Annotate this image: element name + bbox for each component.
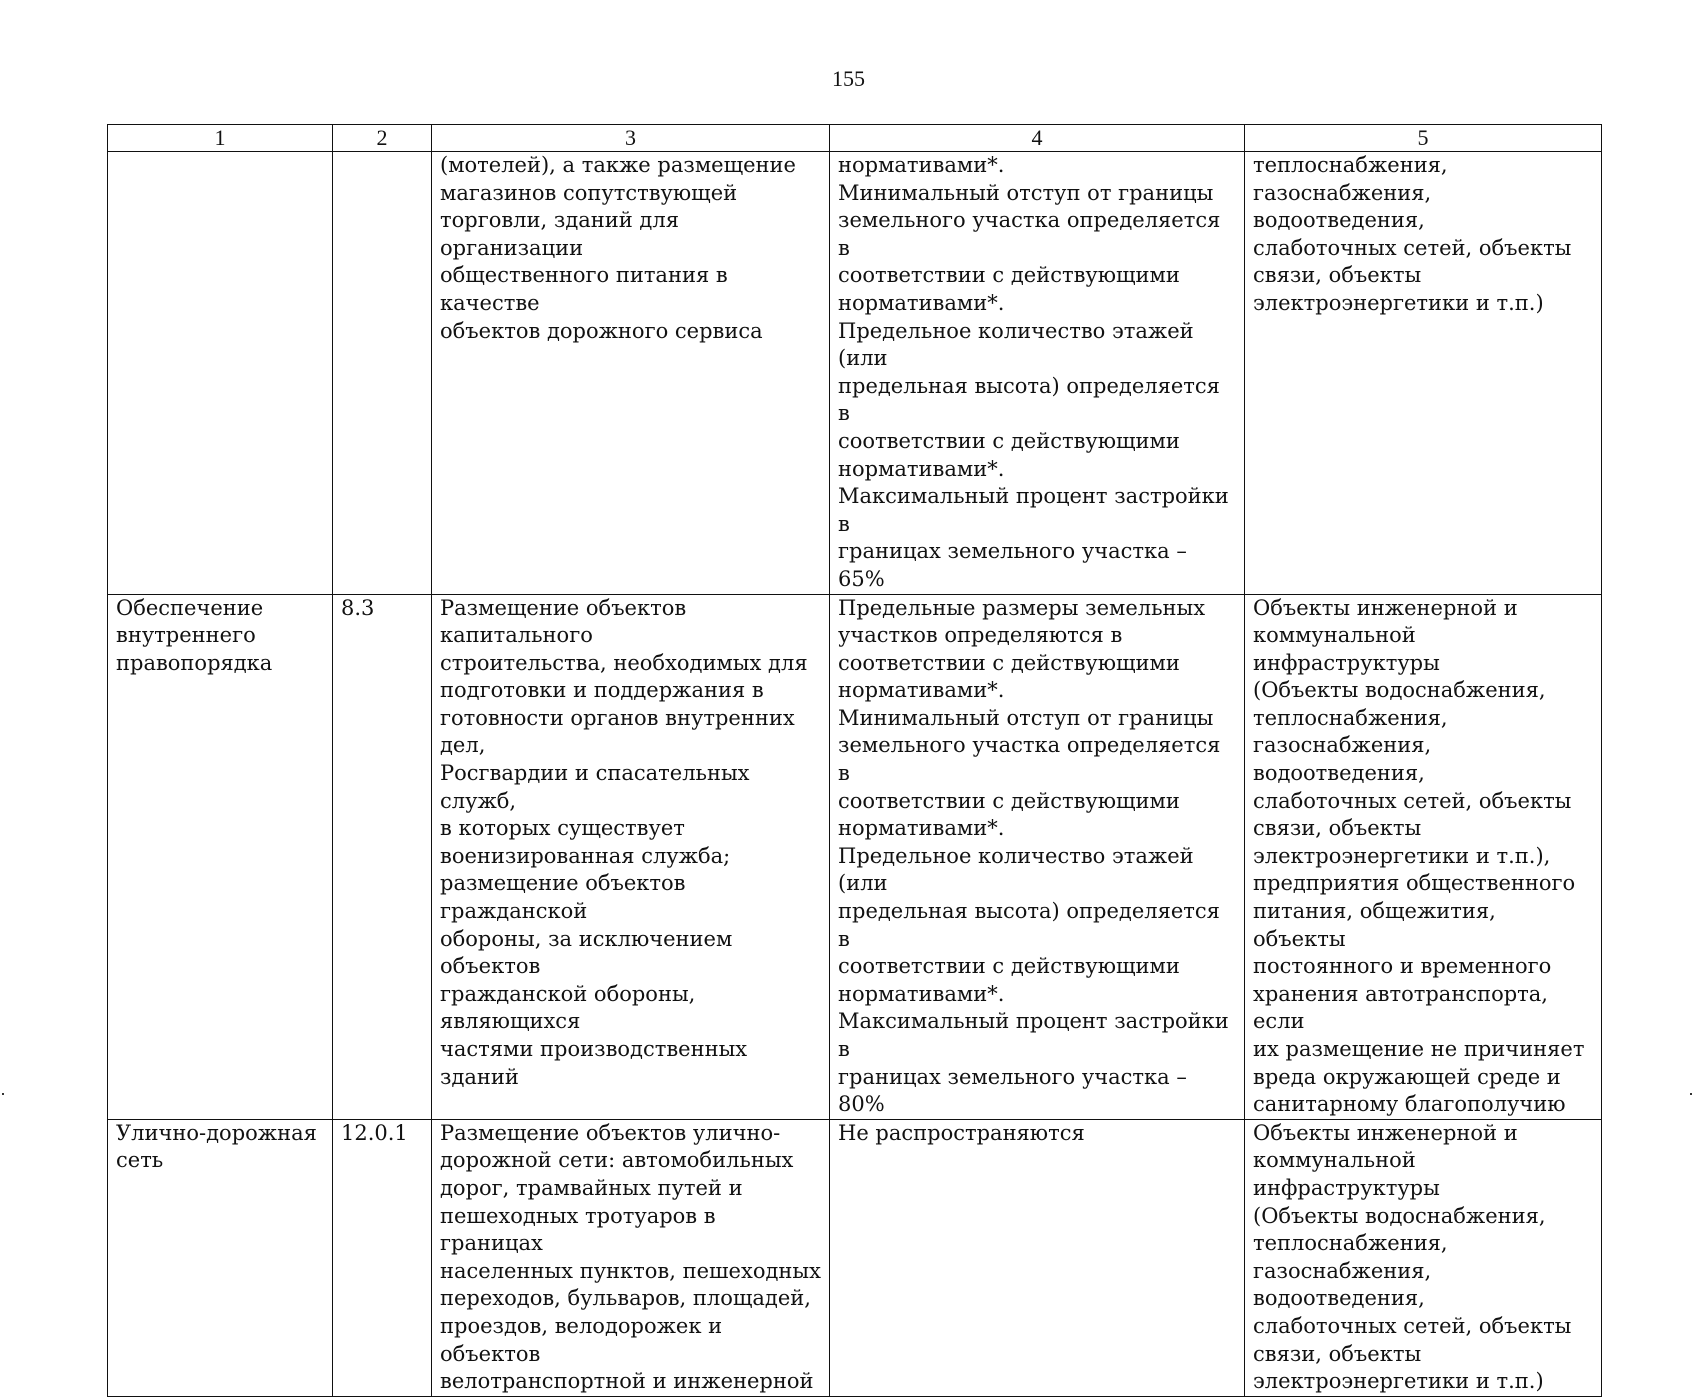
- auxiliary-uses-text: Объекты инженерной и коммунальной инфраструктуры (Объекты водоснабжения, теплоснабжения, газоснабжения, водоотведения, слаботочных сетей, объекты связи, объекты электроэнергетики и т.п.): [1253, 1120, 1572, 1394]
- use-description-cell: [432, 1119, 830, 1396]
- use-code-cell: [333, 152, 432, 595]
- column-header-1: 1: [108, 125, 333, 152]
- use-name-cell: [108, 1119, 333, 1396]
- use-name-cell: [108, 152, 333, 595]
- auxiliary-uses-cell: [1245, 1119, 1602, 1396]
- use-code-text: 8.3: [341, 595, 375, 620]
- scan-mark-left: [2, 1093, 4, 1095]
- column-header-5: 5: [1245, 125, 1602, 152]
- regulations-table: [107, 124, 1602, 1397]
- use-code-text: 12.0.1: [341, 1120, 408, 1145]
- use-description-text: (мотелей), а также размещение магазинов сопутствующей торговли, зданий для организации общественного питания в качестве объектов дорожного сервиса: [440, 153, 796, 343]
- use-description-text: Размещение объектов улично- дорожной сети: автомобильных дорог, трамвайных путей и пешеходных тротуаров в границах населенных пунктов, пешеходных переходов, бульваров, площадей, проездов, велодорожек и объектов велотранспортной и инженерной: [440, 1120, 821, 1394]
- parameters-text: нормативами*. Минимальный отступ от границы земельного участка определяется в соответствии с действующими нормативами*. Предельное количество этажей (или предельная высота) определяется в соответствии с действующими нормативами*. Максимальный процент застройки в границах земельного участка – 65%: [838, 153, 1229, 591]
- use-code-cell: [333, 1119, 432, 1396]
- use-description-cell: [432, 152, 830, 595]
- table-row: [108, 152, 1602, 595]
- auxiliary-uses-text: Объекты инженерной и коммунальной инфраструктуры (Объекты водоснабжения, теплоснабжения, газоснабжения, водоотведения, слаботочных сетей, объекты связи, объекты электроэнергетики и т.п.), предприятия общественного питания, общежития, объекты постоянного и временного хранения автотранспорта, если их размещение не причиняет вреда окружающей среде и санитарному благополучию: [1253, 595, 1585, 1117]
- use-code-cell: [333, 594, 432, 1119]
- auxiliary-uses-text: теплоснабжения, газоснабжения, водоотведения, слаботочных сетей, объекты связи, объекты электроэнергетики и т.п.): [1253, 153, 1572, 315]
- parameters-text: Не распространяются: [838, 1120, 1085, 1145]
- column-header-4: 4: [830, 125, 1245, 152]
- column-header-3: 3: [432, 125, 830, 152]
- parameters-cell: [830, 152, 1245, 595]
- parameters-cell: [830, 594, 1245, 1119]
- use-name-cell: [108, 594, 333, 1119]
- auxiliary-uses-cell: [1245, 152, 1602, 595]
- table-header-row: [108, 125, 1602, 152]
- table-row: [108, 594, 1602, 1119]
- auxiliary-uses-cell: [1245, 594, 1602, 1119]
- parameters-cell: [830, 1119, 1245, 1396]
- parameters-text: Предельные размеры земельных участков определяются в соответствии с действующими нормативами*. Минимальный отступ от границы земельного участка определяется в соответствии с действующими нормативами*. Предельное количество этажей (или предельная высота) определяется в соответствии с действующими нормативами*. Максимальный процент застройки в границах земельного участка – 80%: [838, 595, 1229, 1117]
- use-description-cell: [432, 594, 830, 1119]
- column-header-2: 2: [333, 125, 432, 152]
- use-description-text: Размещение объектов капитального строительства, необходимых для подготовки и поддержания в готовности органов внутренних дел, Росгвардии и спасательных служб, в которых существует военизированная служба; размещение объектов гражданской обороны, за исключением объектов гражданской обороны, являющихся частями производственных зданий: [440, 595, 808, 1089]
- scan-mark-right: [1690, 1093, 1692, 1095]
- use-name-text: Обеспечение внутреннего правопорядка: [116, 595, 273, 675]
- table-row: [108, 1119, 1602, 1396]
- use-name-text: Улично-дорожная сеть: [116, 1120, 317, 1173]
- page-number: 155: [832, 66, 865, 91]
